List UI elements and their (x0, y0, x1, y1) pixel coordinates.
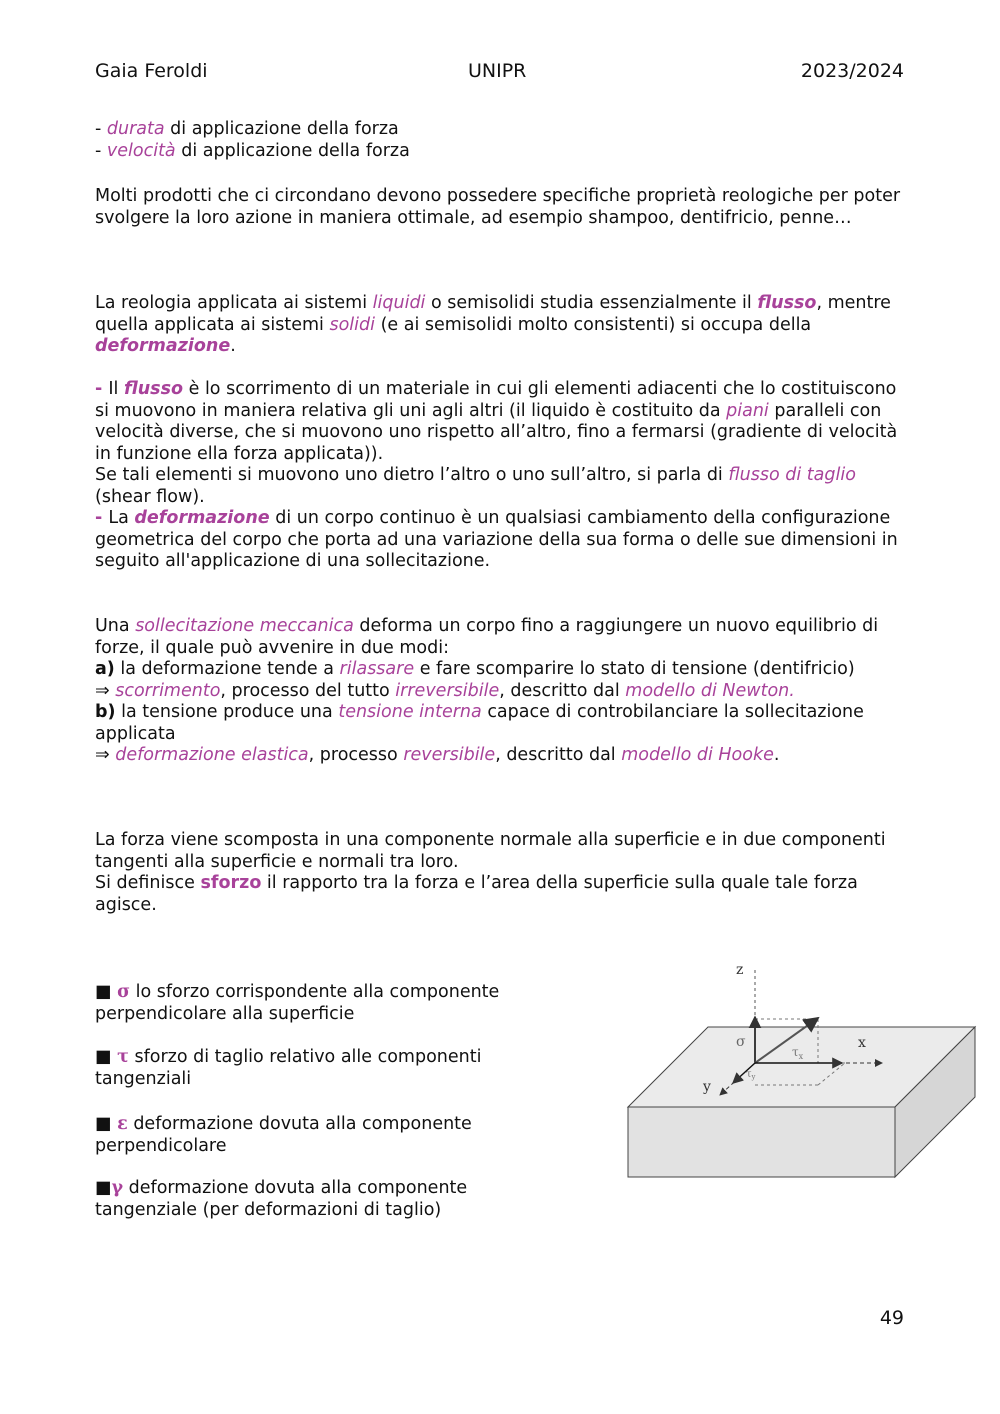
header-university: UNIPR (468, 60, 527, 82)
label-z: z (736, 962, 744, 978)
paragraph-flow: - Il flusso è lo scorrimento di un materiale in cui gli elementi adiacenti che lo costituiscono si muovono in maniera relativa gli uni agli altri (il liquido è costituito da piani paralleli con velocità diverse, che si muovono uno rispetto all’altro, fino a fermarsi (gradiente di velocità in funzione ella forza applicata)). Se tali elementi si muovono uno dietro l’altro o uno sull’altro, si parla di flusso di taglio (shear flow). - La deformazione di un corpo continuo è un qualsiasi cambiamento della configurazione geometrica del corpo che porta ad una variazione della sua forma o delle sue dimensioni in seguito all'applicazione di una sollecitazione. (95, 379, 898, 571)
symbol-item-gamma: ■γ deformazione dovuta alla componente tangenziale (per deformazioni di taglio) (95, 1178, 468, 1220)
list-item: - velocità di applicazione della forza (95, 140, 410, 161)
paragraph-stress: Una sollecitazione meccanica deforma un corpo fino a raggiungere un nuovo equilibrio di forze, il quale può avvenire in due modi: a) la deformazione tende a rilassare e fare scomparire lo stato di tensione (dentifricio) ⇒ scorrimento, processo del tutto irreversibile, descritto dal modello di Newton. b) la tensione produce una tensione interna capace di controbilanciare la sollecitazione applicata ⇒ deformazione elastica, processo reversibile, descritto dal modello di Hooke. (95, 616, 879, 765)
label-tau-y: $\tau_y$ (746, 1069, 756, 1081)
bullet-icon: ■ (95, 1178, 112, 1198)
block-front-face (628, 1107, 895, 1177)
label-x: x (858, 1035, 866, 1051)
intro-list (95, 119, 910, 162)
header-author: Gaia Feroldi (95, 60, 208, 82)
page-number: 49 (879, 1307, 904, 1329)
paragraph-products: Molti prodotti che ci circondano devono possedere specifiche proprietà reologiche per poter svolgere la loro azione in maniera ottimale, ad esempio shampoo, dentifricio, penne… (95, 186, 901, 228)
bullet-icon: ■ (95, 982, 118, 1002)
term-durata: durata (106, 119, 165, 139)
symbol-item-sigma: ■ σ lo sforzo corrispondente alla componente perpendicolare alla superficie (95, 982, 500, 1024)
bullet-icon: ■ (95, 1047, 118, 1067)
term-velocita: velocità (106, 140, 176, 161)
label-y: y (703, 1079, 711, 1095)
bullet-icon: ■ (95, 1114, 118, 1134)
paragraph-force: La forza viene scomposta in una componente normale alla superficie e in due componenti tangenti alla superficie e normali tra loro. Si definisce sforzo il rapporto tra la forza e l’area della superficie sulla quale tale forza agisce. (95, 830, 886, 915)
paragraph-reology: La reologia applicata ai sistemi liquidi o semisolidi studia essenzialmente il flusso, mentre quella applicata ai sistemi solidi (e ai semisolidi molto consistenti) si occupa della deformazione. (95, 293, 891, 356)
list-item: - durata di applicazione della forza (95, 119, 399, 139)
stress-components-diagram (620, 955, 990, 1190)
header-year: 2023/2024 (800, 60, 904, 82)
symbol-item-epsilon: ■ ε deformazione dovuta alla componente perpendicolare (95, 1114, 472, 1156)
label-sigma: σ (736, 1034, 746, 1050)
symbol-item-tau: ■ τ sforzo di taglio relativo alle componenti tangenziali (95, 1047, 482, 1089)
label-tau-x: $\tau_x$ (792, 1045, 804, 1061)
